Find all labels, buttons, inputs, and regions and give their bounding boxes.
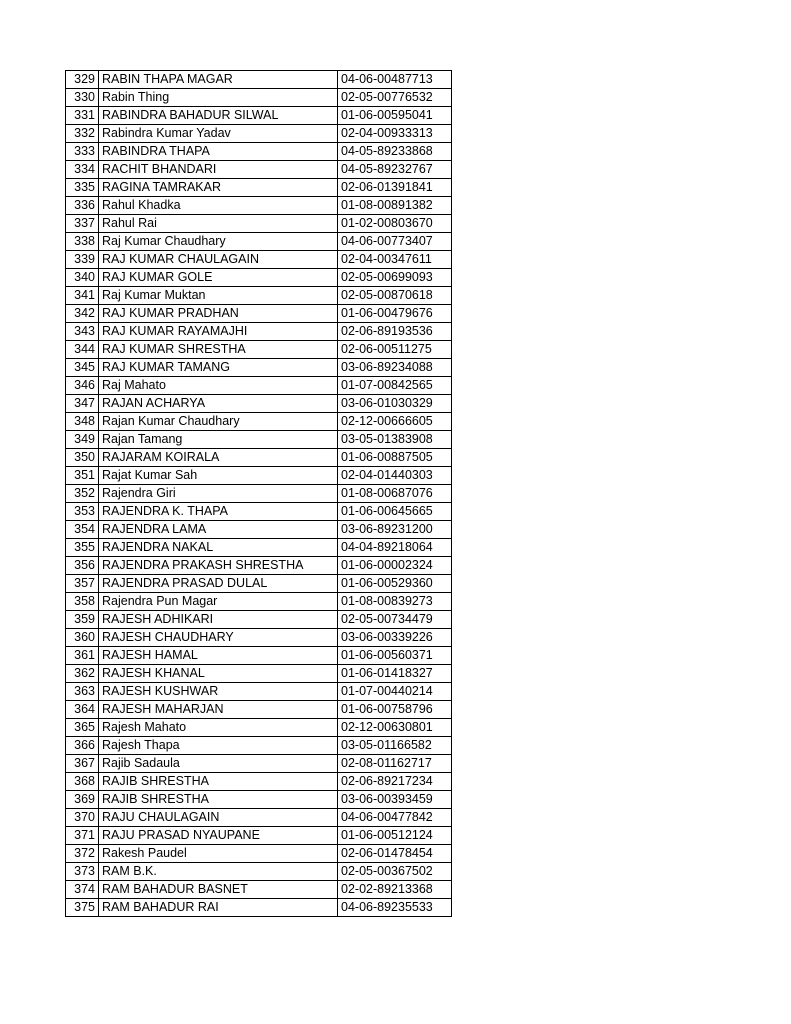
name-cell: RAM BAHADUR BASNET — [99, 881, 338, 899]
id-number-cell: 02-05-00776532 — [338, 89, 452, 107]
serial-number-cell: 340 — [66, 269, 99, 287]
table-row — [66, 701, 452, 719]
serial-number-cell: 337 — [66, 215, 99, 233]
id-number-cell: 01-06-00758796 — [338, 701, 452, 719]
serial-number-cell: 360 — [66, 629, 99, 647]
serial-number-cell: 346 — [66, 377, 99, 395]
name-cell: Raj Kumar Muktan — [99, 287, 338, 305]
id-number-cell: 04-06-00477842 — [338, 809, 452, 827]
serial-number-cell: 370 — [66, 809, 99, 827]
id-number-cell: 02-05-00870618 — [338, 287, 452, 305]
name-cell: RAGINA TAMRAKAR — [99, 179, 338, 197]
id-number-cell: 01-08-00891382 — [338, 197, 452, 215]
name-cell: Rahul Rai — [99, 215, 338, 233]
table-row — [66, 809, 452, 827]
id-number-cell: 03-06-89234088 — [338, 359, 452, 377]
name-cell: RAJ KUMAR GOLE — [99, 269, 338, 287]
table-row — [66, 773, 452, 791]
id-number-cell: 01-06-00479676 — [338, 305, 452, 323]
id-number-cell: 03-06-00393459 — [338, 791, 452, 809]
serial-number-cell: 339 — [66, 251, 99, 269]
serial-number-cell: 366 — [66, 737, 99, 755]
serial-number-cell: 354 — [66, 521, 99, 539]
table-row — [66, 899, 452, 917]
table-row — [66, 143, 452, 161]
name-cell: RAJESH KHANAL — [99, 665, 338, 683]
name-cell: Rajan Tamang — [99, 431, 338, 449]
id-number-cell: 01-06-00560371 — [338, 647, 452, 665]
id-number-cell: 03-06-89231200 — [338, 521, 452, 539]
serial-number-cell: 336 — [66, 197, 99, 215]
id-number-cell: 01-06-00645665 — [338, 503, 452, 521]
id-number-cell: 01-02-00803670 — [338, 215, 452, 233]
name-cell: Rahul Khadka — [99, 197, 338, 215]
table-row — [66, 737, 452, 755]
serial-number-cell: 359 — [66, 611, 99, 629]
serial-number-cell: 363 — [66, 683, 99, 701]
table-row — [66, 323, 452, 341]
table-row — [66, 251, 452, 269]
name-cell: Rakesh Paudel — [99, 845, 338, 863]
serial-number-cell: 341 — [66, 287, 99, 305]
serial-number-cell: 345 — [66, 359, 99, 377]
name-cell: Rajib Sadaula — [99, 755, 338, 773]
serial-number-cell: 374 — [66, 881, 99, 899]
name-cell: RAJIB SHRESTHA — [99, 773, 338, 791]
name-cell: RAJIB SHRESTHA — [99, 791, 338, 809]
id-number-cell: 01-08-00687076 — [338, 485, 452, 503]
table-row — [66, 89, 452, 107]
name-cell: RAJESH CHAUDHARY — [99, 629, 338, 647]
name-cell: Rajesh Thapa — [99, 737, 338, 755]
table-row — [66, 611, 452, 629]
table-row — [66, 179, 452, 197]
table-row — [66, 521, 452, 539]
serial-number-cell: 355 — [66, 539, 99, 557]
table-row — [66, 845, 452, 863]
serial-number-cell: 375 — [66, 899, 99, 917]
id-number-cell: 04-05-89233868 — [338, 143, 452, 161]
serial-number-cell: 332 — [66, 125, 99, 143]
name-cell: RAJARAM KOIRALA — [99, 449, 338, 467]
serial-number-cell: 364 — [66, 701, 99, 719]
serial-number-cell: 352 — [66, 485, 99, 503]
name-cell: Rajesh Mahato — [99, 719, 338, 737]
name-cell: RAJ KUMAR RAYAMAJHI — [99, 323, 338, 341]
id-number-cell: 04-06-89235533 — [338, 899, 452, 917]
id-number-cell: 01-07-00440214 — [338, 683, 452, 701]
serial-number-cell: 342 — [66, 305, 99, 323]
table-row — [66, 161, 452, 179]
table-row — [66, 269, 452, 287]
serial-number-cell: 334 — [66, 161, 99, 179]
name-cell: RAJU CHAULAGAIN — [99, 809, 338, 827]
serial-number-cell: 356 — [66, 557, 99, 575]
name-cell: RAJENDRA NAKAL — [99, 539, 338, 557]
name-cell: RAJ KUMAR CHAULAGAIN — [99, 251, 338, 269]
name-cell: Rajendra Pun Magar — [99, 593, 338, 611]
serial-number-cell: 362 — [66, 665, 99, 683]
serial-number-cell: 365 — [66, 719, 99, 737]
serial-number-cell: 361 — [66, 647, 99, 665]
table-row — [66, 755, 452, 773]
table-row — [66, 377, 452, 395]
serial-number-cell: 348 — [66, 413, 99, 431]
id-number-cell: 02-12-00666605 — [338, 413, 452, 431]
serial-number-cell: 338 — [66, 233, 99, 251]
table-row — [66, 467, 452, 485]
serial-number-cell: 353 — [66, 503, 99, 521]
table-row — [66, 107, 452, 125]
table-row — [66, 863, 452, 881]
name-cell: RACHIT BHANDARI — [99, 161, 338, 179]
serial-number-cell: 335 — [66, 179, 99, 197]
name-cell: RAJESH HAMAL — [99, 647, 338, 665]
table-row — [66, 71, 452, 89]
table-row — [66, 827, 452, 845]
name-cell: RAJENDRA K. THAPA — [99, 503, 338, 521]
table-row — [66, 881, 452, 899]
id-number-cell: 02-08-01162717 — [338, 755, 452, 773]
table-row — [66, 413, 452, 431]
name-cell: RABIN THAPA MAGAR — [99, 71, 338, 89]
table-row — [66, 503, 452, 521]
table-row — [66, 341, 452, 359]
table-row — [66, 485, 452, 503]
table-row — [66, 683, 452, 701]
serial-number-cell: 369 — [66, 791, 99, 809]
id-number-cell: 02-04-01440303 — [338, 467, 452, 485]
id-number-cell: 02-06-89217234 — [338, 773, 452, 791]
id-number-cell: 01-06-00595041 — [338, 107, 452, 125]
id-number-cell: 02-04-00347611 — [338, 251, 452, 269]
name-cell: RAJENDRA PRASAD DULAL — [99, 575, 338, 593]
name-cell: Rajat Kumar Sah — [99, 467, 338, 485]
roster-table — [65, 70, 452, 917]
serial-number-cell: 329 — [66, 71, 99, 89]
id-number-cell: 04-05-89232767 — [338, 161, 452, 179]
id-number-cell: 04-04-89218064 — [338, 539, 452, 557]
id-number-cell: 02-06-89193536 — [338, 323, 452, 341]
serial-number-cell: 373 — [66, 863, 99, 881]
serial-number-cell: 350 — [66, 449, 99, 467]
serial-number-cell: 371 — [66, 827, 99, 845]
name-cell: RAJESH MAHARJAN — [99, 701, 338, 719]
name-cell: RABINDRA THAPA — [99, 143, 338, 161]
name-cell: Raj Mahato — [99, 377, 338, 395]
id-number-cell: 01-06-00529360 — [338, 575, 452, 593]
table-row — [66, 305, 452, 323]
table-row — [66, 197, 452, 215]
id-number-cell: 02-05-00367502 — [338, 863, 452, 881]
table-row — [66, 557, 452, 575]
serial-number-cell: 351 — [66, 467, 99, 485]
table-row — [66, 629, 452, 647]
id-number-cell: 03-06-01030329 — [338, 395, 452, 413]
name-cell: RAJESH ADHIKARI — [99, 611, 338, 629]
serial-number-cell: 344 — [66, 341, 99, 359]
serial-number-cell: 347 — [66, 395, 99, 413]
id-number-cell: 02-06-00511275 — [338, 341, 452, 359]
id-number-cell: 02-06-01391841 — [338, 179, 452, 197]
serial-number-cell: 349 — [66, 431, 99, 449]
name-cell: RAJU PRASAD NYAUPANE — [99, 827, 338, 845]
name-cell: RAJENDRA LAMA — [99, 521, 338, 539]
roster-table-body — [66, 71, 452, 917]
id-number-cell: 02-05-00699093 — [338, 269, 452, 287]
serial-number-cell: 331 — [66, 107, 99, 125]
serial-number-cell: 358 — [66, 593, 99, 611]
table-row — [66, 647, 452, 665]
id-number-cell: 04-06-00487713 — [338, 71, 452, 89]
serial-number-cell: 368 — [66, 773, 99, 791]
id-number-cell: 03-05-01166582 — [338, 737, 452, 755]
id-number-cell: 03-06-00339226 — [338, 629, 452, 647]
table-row — [66, 791, 452, 809]
table-row — [66, 665, 452, 683]
table-row — [66, 215, 452, 233]
table-row — [66, 125, 452, 143]
name-cell: Rabindra Kumar Yadav — [99, 125, 338, 143]
name-cell: RAM BAHADUR RAI — [99, 899, 338, 917]
id-number-cell: 01-06-00002324 — [338, 557, 452, 575]
table-row — [66, 719, 452, 737]
name-cell: RAJ KUMAR SHRESTHA — [99, 341, 338, 359]
id-number-cell: 01-07-00842565 — [338, 377, 452, 395]
id-number-cell: 02-02-89213368 — [338, 881, 452, 899]
serial-number-cell: 372 — [66, 845, 99, 863]
id-number-cell: 01-06-00512124 — [338, 827, 452, 845]
serial-number-cell: 333 — [66, 143, 99, 161]
name-cell: Rajan Kumar Chaudhary — [99, 413, 338, 431]
name-cell: RAJENDRA PRAKASH SHRESTHA — [99, 557, 338, 575]
id-number-cell: 04-06-00773407 — [338, 233, 452, 251]
id-number-cell: 02-04-00933313 — [338, 125, 452, 143]
name-cell: RAJ KUMAR PRADHAN — [99, 305, 338, 323]
serial-number-cell: 357 — [66, 575, 99, 593]
serial-number-cell: 367 — [66, 755, 99, 773]
id-number-cell: 02-05-00734479 — [338, 611, 452, 629]
table-row — [66, 431, 452, 449]
id-number-cell: 03-05-01383908 — [338, 431, 452, 449]
table-row — [66, 575, 452, 593]
id-number-cell: 01-08-00839273 — [338, 593, 452, 611]
name-cell: Rabin Thing — [99, 89, 338, 107]
name-cell: RABINDRA BAHADUR SILWAL — [99, 107, 338, 125]
id-number-cell: 02-06-01478454 — [338, 845, 452, 863]
table-row — [66, 233, 452, 251]
table-row — [66, 395, 452, 413]
name-cell: RAJ KUMAR TAMANG — [99, 359, 338, 377]
id-number-cell: 01-06-00887505 — [338, 449, 452, 467]
name-cell: RAJESH KUSHWAR — [99, 683, 338, 701]
name-cell: RAJAN ACHARYA — [99, 395, 338, 413]
name-cell: RAM B.K. — [99, 863, 338, 881]
serial-number-cell: 343 — [66, 323, 99, 341]
table-row — [66, 593, 452, 611]
name-cell: Rajendra Giri — [99, 485, 338, 503]
table-row — [66, 287, 452, 305]
id-number-cell: 01-06-01418327 — [338, 665, 452, 683]
table-row — [66, 359, 452, 377]
name-cell: Raj Kumar Chaudhary — [99, 233, 338, 251]
table-row — [66, 449, 452, 467]
table-row — [66, 539, 452, 557]
id-number-cell: 02-12-00630801 — [338, 719, 452, 737]
serial-number-cell: 330 — [66, 89, 99, 107]
